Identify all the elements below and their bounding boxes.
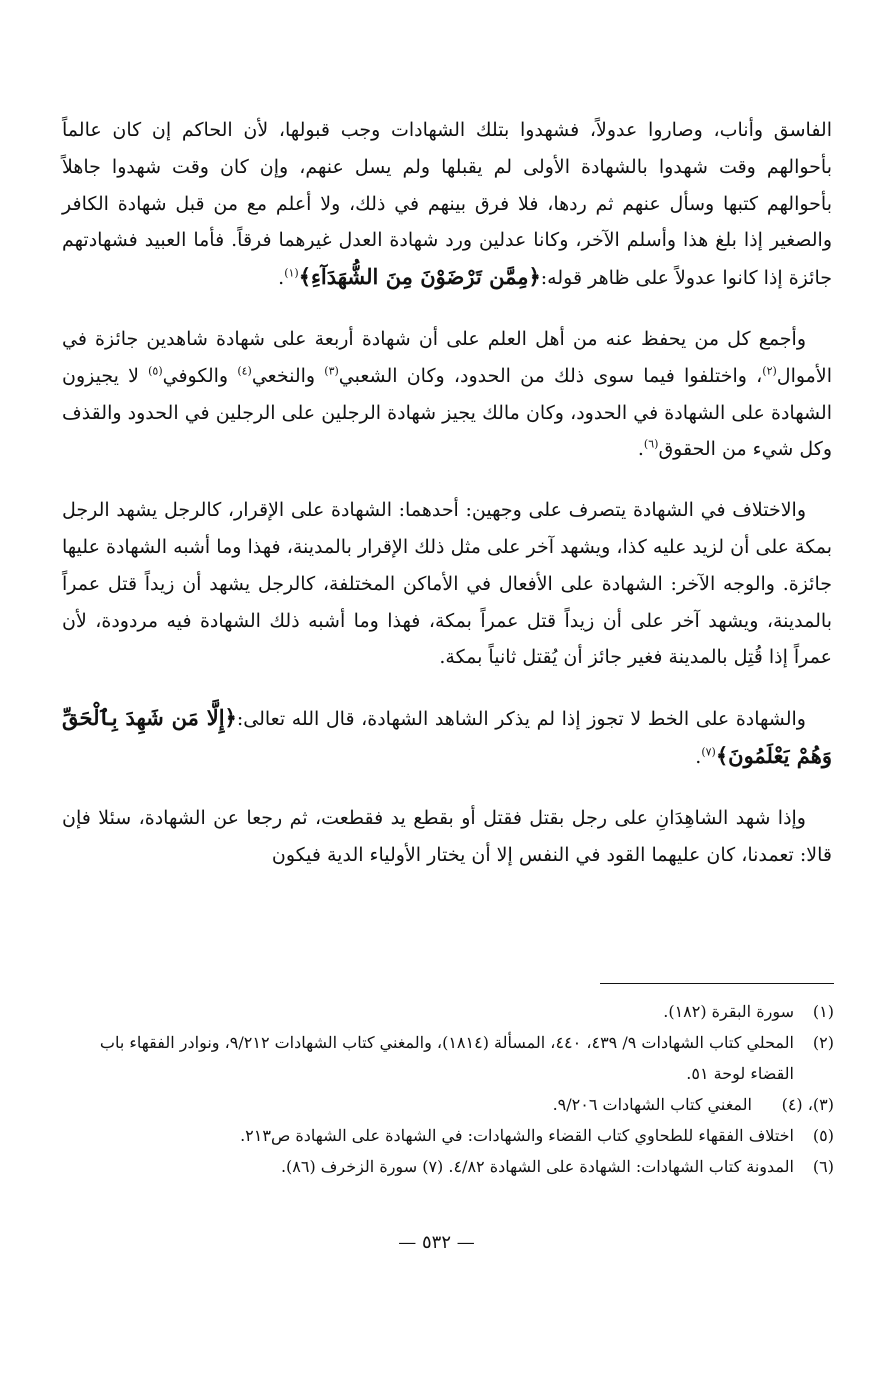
footnote-text: المدونة كتاب الشهادات: الشهادة على الشهادة ٤/٨٢. (٧) سورة الزخرف (٨٦). bbox=[280, 1157, 794, 1176]
footnote-item bbox=[62, 1027, 834, 1089]
footnote-item bbox=[62, 1151, 834, 1182]
paragraph-1 bbox=[62, 112, 832, 297]
quran-verse: ﴿إِلَّا مَن شَهِدَ بِٱلْحَقِّ وَهُمْ يَعْلَمُونَ﴾ bbox=[62, 705, 832, 768]
paragraph-5: وإذا شهد الشاهِدَانِ على رجل بقتل فقتل أو بقطع يد فقطعت، ثم رجعا عن الشهادة، سئلا فإن قالا: تعمدنا، كان عليهما القود في النفس إلا أن يختار الأولياء الدية فيكون bbox=[62, 806, 832, 866]
paragraph-2-text: وأجمع كل من يحفظ عنه من أهل العلم على أن شهادة أربعة على شهادة شاهدين جائزة في الأموال bbox=[62, 327, 832, 387]
footnote-number: (٥) bbox=[812, 1126, 834, 1145]
paragraph-end: . bbox=[695, 745, 702, 768]
footnote-divider bbox=[600, 983, 834, 984]
footnote-number: (١) bbox=[812, 1002, 834, 1021]
footnote-item bbox=[62, 1120, 834, 1151]
paragraph-2 bbox=[62, 321, 832, 468]
footnote-ref: (٣) bbox=[324, 364, 339, 378]
main-text bbox=[62, 112, 832, 897]
footnote-number: (٣)، (٤) bbox=[781, 1095, 834, 1114]
footnote-ref: (١) bbox=[284, 266, 299, 280]
paragraph-2-text: والكوفي bbox=[162, 364, 238, 387]
footnote-ref: (٦) bbox=[643, 438, 659, 452]
paragraph-4-text: والشهادة على الخط لا تجوز إذا لم يذكر الشاهد الشهادة، قال الله تعالى: bbox=[236, 708, 806, 731]
footnote-item bbox=[62, 1089, 834, 1120]
paragraph-1-text: الفاسق وأناب، وصاروا عدولاً، فشهدوا بتلك الشهادات وجب قبولها، لأن الحاكم إن كان عالماً بأحوالهم وقت شهدوا بالشهادة الأولى لم يقبلها ولم يسل عنهم، وإن كان وقت شهدوا جاهلاً بأحوالهم كتبها وسأل عنهم ثم ردها، فلا فرق بينهم في ذلك، ولا أعلم مع من قبل شهادة الكافر والصغير إذا بلغ هذا وأسلم الآخر، وكانا عدلين ورد شهادة العدل غيرهما فرقاً. فأما العبيد فشهادتهم جائزة إذا كانوا عدولاً على ظاهر قوله: bbox=[62, 119, 832, 290]
footnote-number: (٦) bbox=[812, 1157, 834, 1176]
footnotes bbox=[62, 996, 834, 1182]
footnote-text: سورة البقرة (١٨٢). bbox=[663, 1002, 794, 1021]
paragraph-2-text: والنخعي bbox=[251, 364, 325, 387]
footnote-text: المغني كتاب الشهادات ٩/٢٠٦. bbox=[552, 1095, 752, 1114]
footnote-number: (٢) bbox=[812, 1033, 834, 1052]
footnote-item bbox=[62, 996, 834, 1027]
paragraph-3: والاختلاف في الشهادة يتصرف على وجهين: أحدهما: الشهادة على الإقرار، كالرجل يشهد الرجل بمكة على أن لزيد عليه كذا، ويشهد آخر على مثل ذلك الإقرار بالمدينة، فهذا وما أشبه الشهادة عليها جائزة. والوجه الآخر: الشهادة على الأفعال في الأماكن المختلفة، كالرجل يشهد أن زيداً قتل عمراً بالمدينة، ويشهد آخر على أن زيداً قتل عمراً بمكة، فهذا وما أشبه ذلك الشهادة فيه مردودة، لأن عمراً إذا قُتِل بالمدينة فغير جائز أن يُقتل ثانياً بمكة. bbox=[62, 499, 832, 669]
paragraph-2-text: ، واختلفوا فيما سوى ذلك من الحدود، وكان الشعبي bbox=[338, 364, 763, 387]
page-number: — ٥٣٢ — bbox=[398, 1232, 475, 1253]
quran-verse: ﴿مِمَّن تَرْضَوْنَ مِنَ الشُّهَدَآءِ﴾ bbox=[298, 264, 541, 290]
paragraph-end: . bbox=[637, 438, 644, 461]
footnote-ref: (٤) bbox=[237, 364, 252, 378]
footnote-text: اختلاف الفقهاء للطحاوي كتاب القضاء والشهادات: في الشهادة على الشهادة ص٢١٣. bbox=[240, 1126, 794, 1145]
footnote-ref: (٧) bbox=[701, 745, 716, 759]
footnote-ref: (٥) bbox=[148, 364, 163, 378]
paragraph-4 bbox=[62, 700, 832, 776]
footnote-ref: (٢) bbox=[762, 364, 777, 378]
paragraph-2-text: لا يجيزون الشهادة على الشهادة في الحدود، وكان مالك يجيز شهادة الرجلين على الرجلين في الحدود والقذف وكل شيء من الحقوق bbox=[62, 364, 832, 461]
paragraph-end: . bbox=[278, 267, 285, 290]
footnote-text: المحلي كتاب الشهادات ٩/ ٤٣٩، ٤٤٠، المسألة (١٨١٤)، والمغني كتاب الشهادات ٩/٢١٢، ونوادر الفقهاء باب القضاء لوحة ٥١. bbox=[99, 1033, 794, 1083]
